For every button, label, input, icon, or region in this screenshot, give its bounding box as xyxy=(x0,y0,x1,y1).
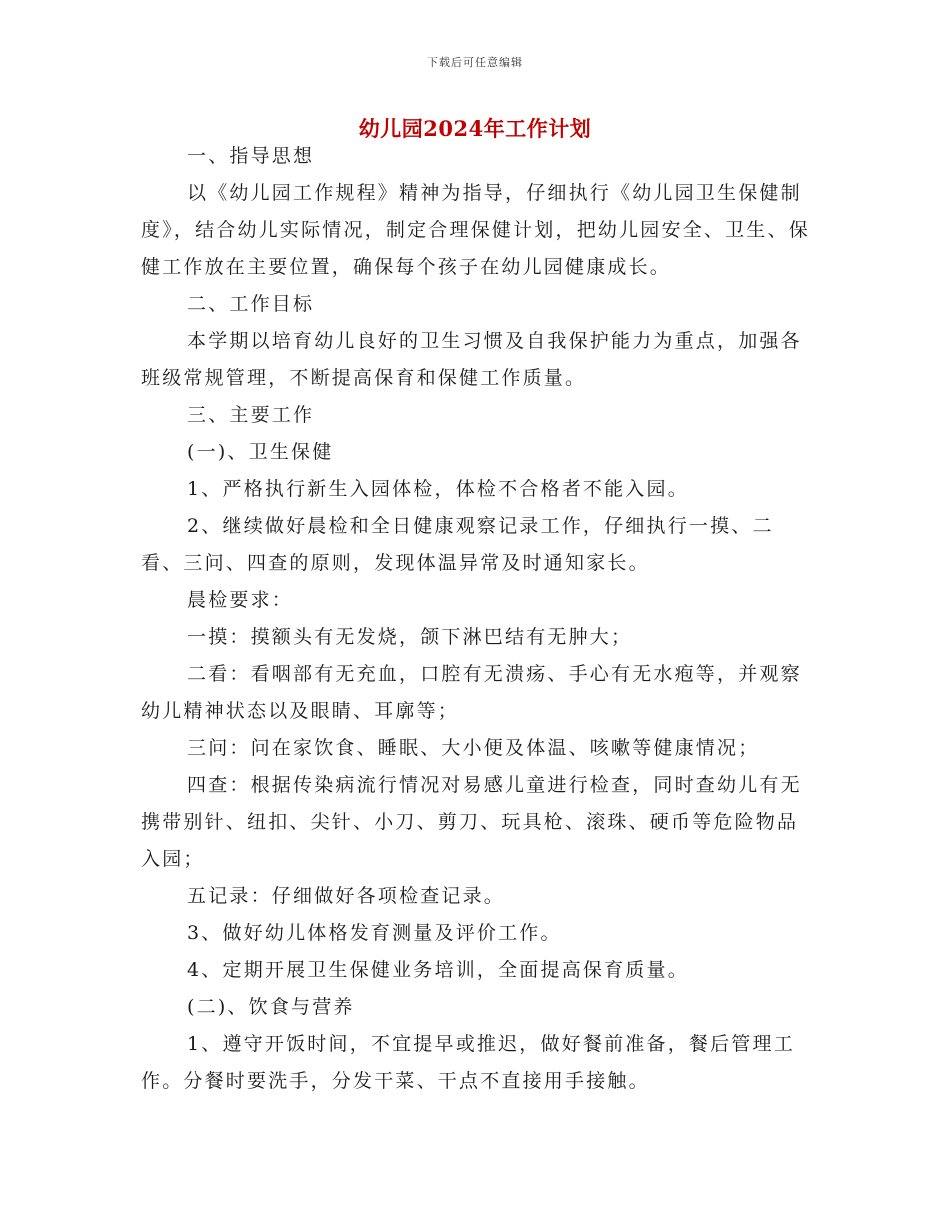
subheading-diet-nutrition: (二)、饮食与营养 xyxy=(187,996,355,1018)
heading-main-work: 三、主要工作 xyxy=(187,404,315,426)
document-body xyxy=(141,138,811,1100)
morning-check-record: 五记录：仔细做好各项检查记录。 xyxy=(187,885,506,907)
morning-check-look: 二看：看咽部有无充血，口腔有无溃疡、手心有无水疱等，并观察幼儿精神状态以及眼睛、耳廓等； xyxy=(141,663,802,722)
heading-work-goals: 二、工作目标 xyxy=(187,293,315,315)
list-item-1: 1、严格执行新生入园体检，体检不合格者不能入园。 xyxy=(187,478,689,500)
header-note: 下载后可任意编辑 xyxy=(427,56,523,69)
list-item-3: 3、做好幼儿体格发育测量及评价工作。 xyxy=(187,922,562,944)
paragraph-guiding-thought: 以《幼儿园工作规程》精神为指导，仔细执行《幼儿园卫生保健制度》，结合幼儿实际情况，制定合理保健计划，把幼儿园安全、卫生、保健工作放在主要位置，确保每个孩子在幼儿园健康成长。 xyxy=(141,182,810,278)
document-title: 幼儿园2024年工作计划 xyxy=(358,116,592,141)
heading-guiding-thought: 一、指导思想 xyxy=(187,145,315,167)
morning-check-heading: 晨检要求： xyxy=(187,589,294,611)
morning-check-inspect: 四查：根据传染病流行情况对易感儿童进行检查，同时查幼儿有无携带别针、纽扣、尖针、小刀、剪刀、玩具枪、滚珠、硬币等危险物品入园； xyxy=(141,774,802,870)
diet-item-1: 1、遵守开饭时间，不宜提早或推迟，做好餐前准备，餐后管理工作。分餐时要洗手，分发干菜、干点不直接用手接触。 xyxy=(141,1033,795,1092)
subheading-health-care: (一)、卫生保健 xyxy=(187,441,334,463)
morning-check-touch: 一摸：摸额头有无发烧，颌下淋巴结有无肿大； xyxy=(187,626,633,648)
list-item-2: 2、继续做好晨检和全日健康观察记录工作，仔细执行一摸、二看、三问、四查的原则，发现体温异常及时通知家长。 xyxy=(141,515,774,574)
list-item-4: 4、定期开展卫生保健业务培训，全面提高保育质量。 xyxy=(187,959,689,981)
paragraph-work-goals: 本学期以培育幼儿良好的卫生习惯及自我保护能力为重点，加强各班级常规管理，不断提高保育和保健工作质量。 xyxy=(141,330,802,389)
morning-check-ask: 三问：问在家饮食、睡眠、大小便及体温、咳嗽等健康情况； xyxy=(187,737,760,759)
